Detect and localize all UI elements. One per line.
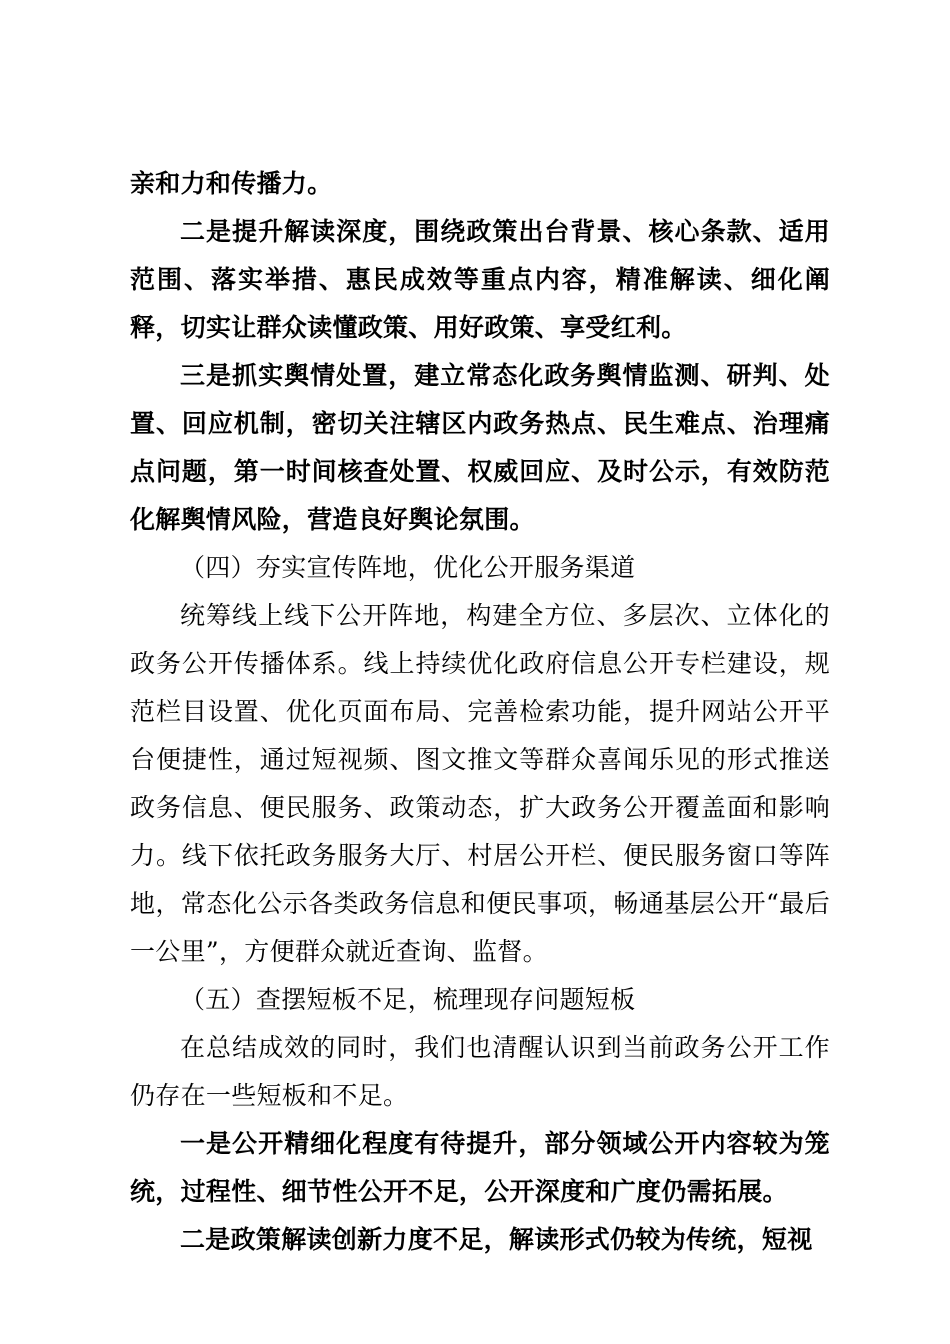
paragraph-public-opinion: 三是抓实舆情处置，建立常态化政务舆情监测、研判、处置、回应机制，密切关注辖区内政务热点、民生难点、治理痛点问题，第一时间核查处置、权威回应、及时公示，有效防范化解舆情风险，营造良好舆论氛围。 [130, 361, 830, 534]
section-heading-4: （四）夯实宣传阵地，优化公开服务渠道 [180, 553, 636, 582]
document-body [130, 160, 830, 1264]
paragraph-shortcoming-2: 二是政策解读创新力度不足，解读形式仍较为传统，短视 [180, 1225, 813, 1254]
paragraph-shortcoming-1: 一是公开精细化程度有待提升，部分领域公开内容较为笼统，过程性、细节性公开不足，公开深度和广度仍需拓展。 [130, 1129, 830, 1206]
paragraph-affinity: 亲和力和传播力。 [130, 169, 333, 198]
paragraph-shortcomings-intro: 在总结成效的同时，我们也清醒认识到当前政务公开工作仍存在一些短板和不足。 [130, 1033, 830, 1110]
paragraph-channels: 统筹线上线下公开阵地，构建全方位、多层次、立体化的政务公开传播体系。线上持续优化政府信息公开专栏建设，规范栏目设置、优化页面布局、完善检索功能，提升网站公开平台便捷性，通过短视频、图文推文等群众喜闻乐见的形式推送政务信息、便民服务、政策动态，扩大政务公开覆盖面和影响力。线下依托政务服务大厅、村居公开栏、便民服务窗口等阵地，常态化公示各类政务信息和便民事项，畅通基层公开“最后一公里”，方便群众就近查询、监督。 [130, 601, 830, 966]
paragraph-policy-interpretation: 二是提升解读深度，围绕政策出台背景、核心条款、适用范围、落实举措、惠民成效等重点内容，精准解读、细化阐释，切实让群众读懂政策、用好政策、享受红利。 [130, 217, 830, 342]
section-heading-5: （五）查摆短板不足，梳理现存问题短板 [180, 985, 636, 1014]
